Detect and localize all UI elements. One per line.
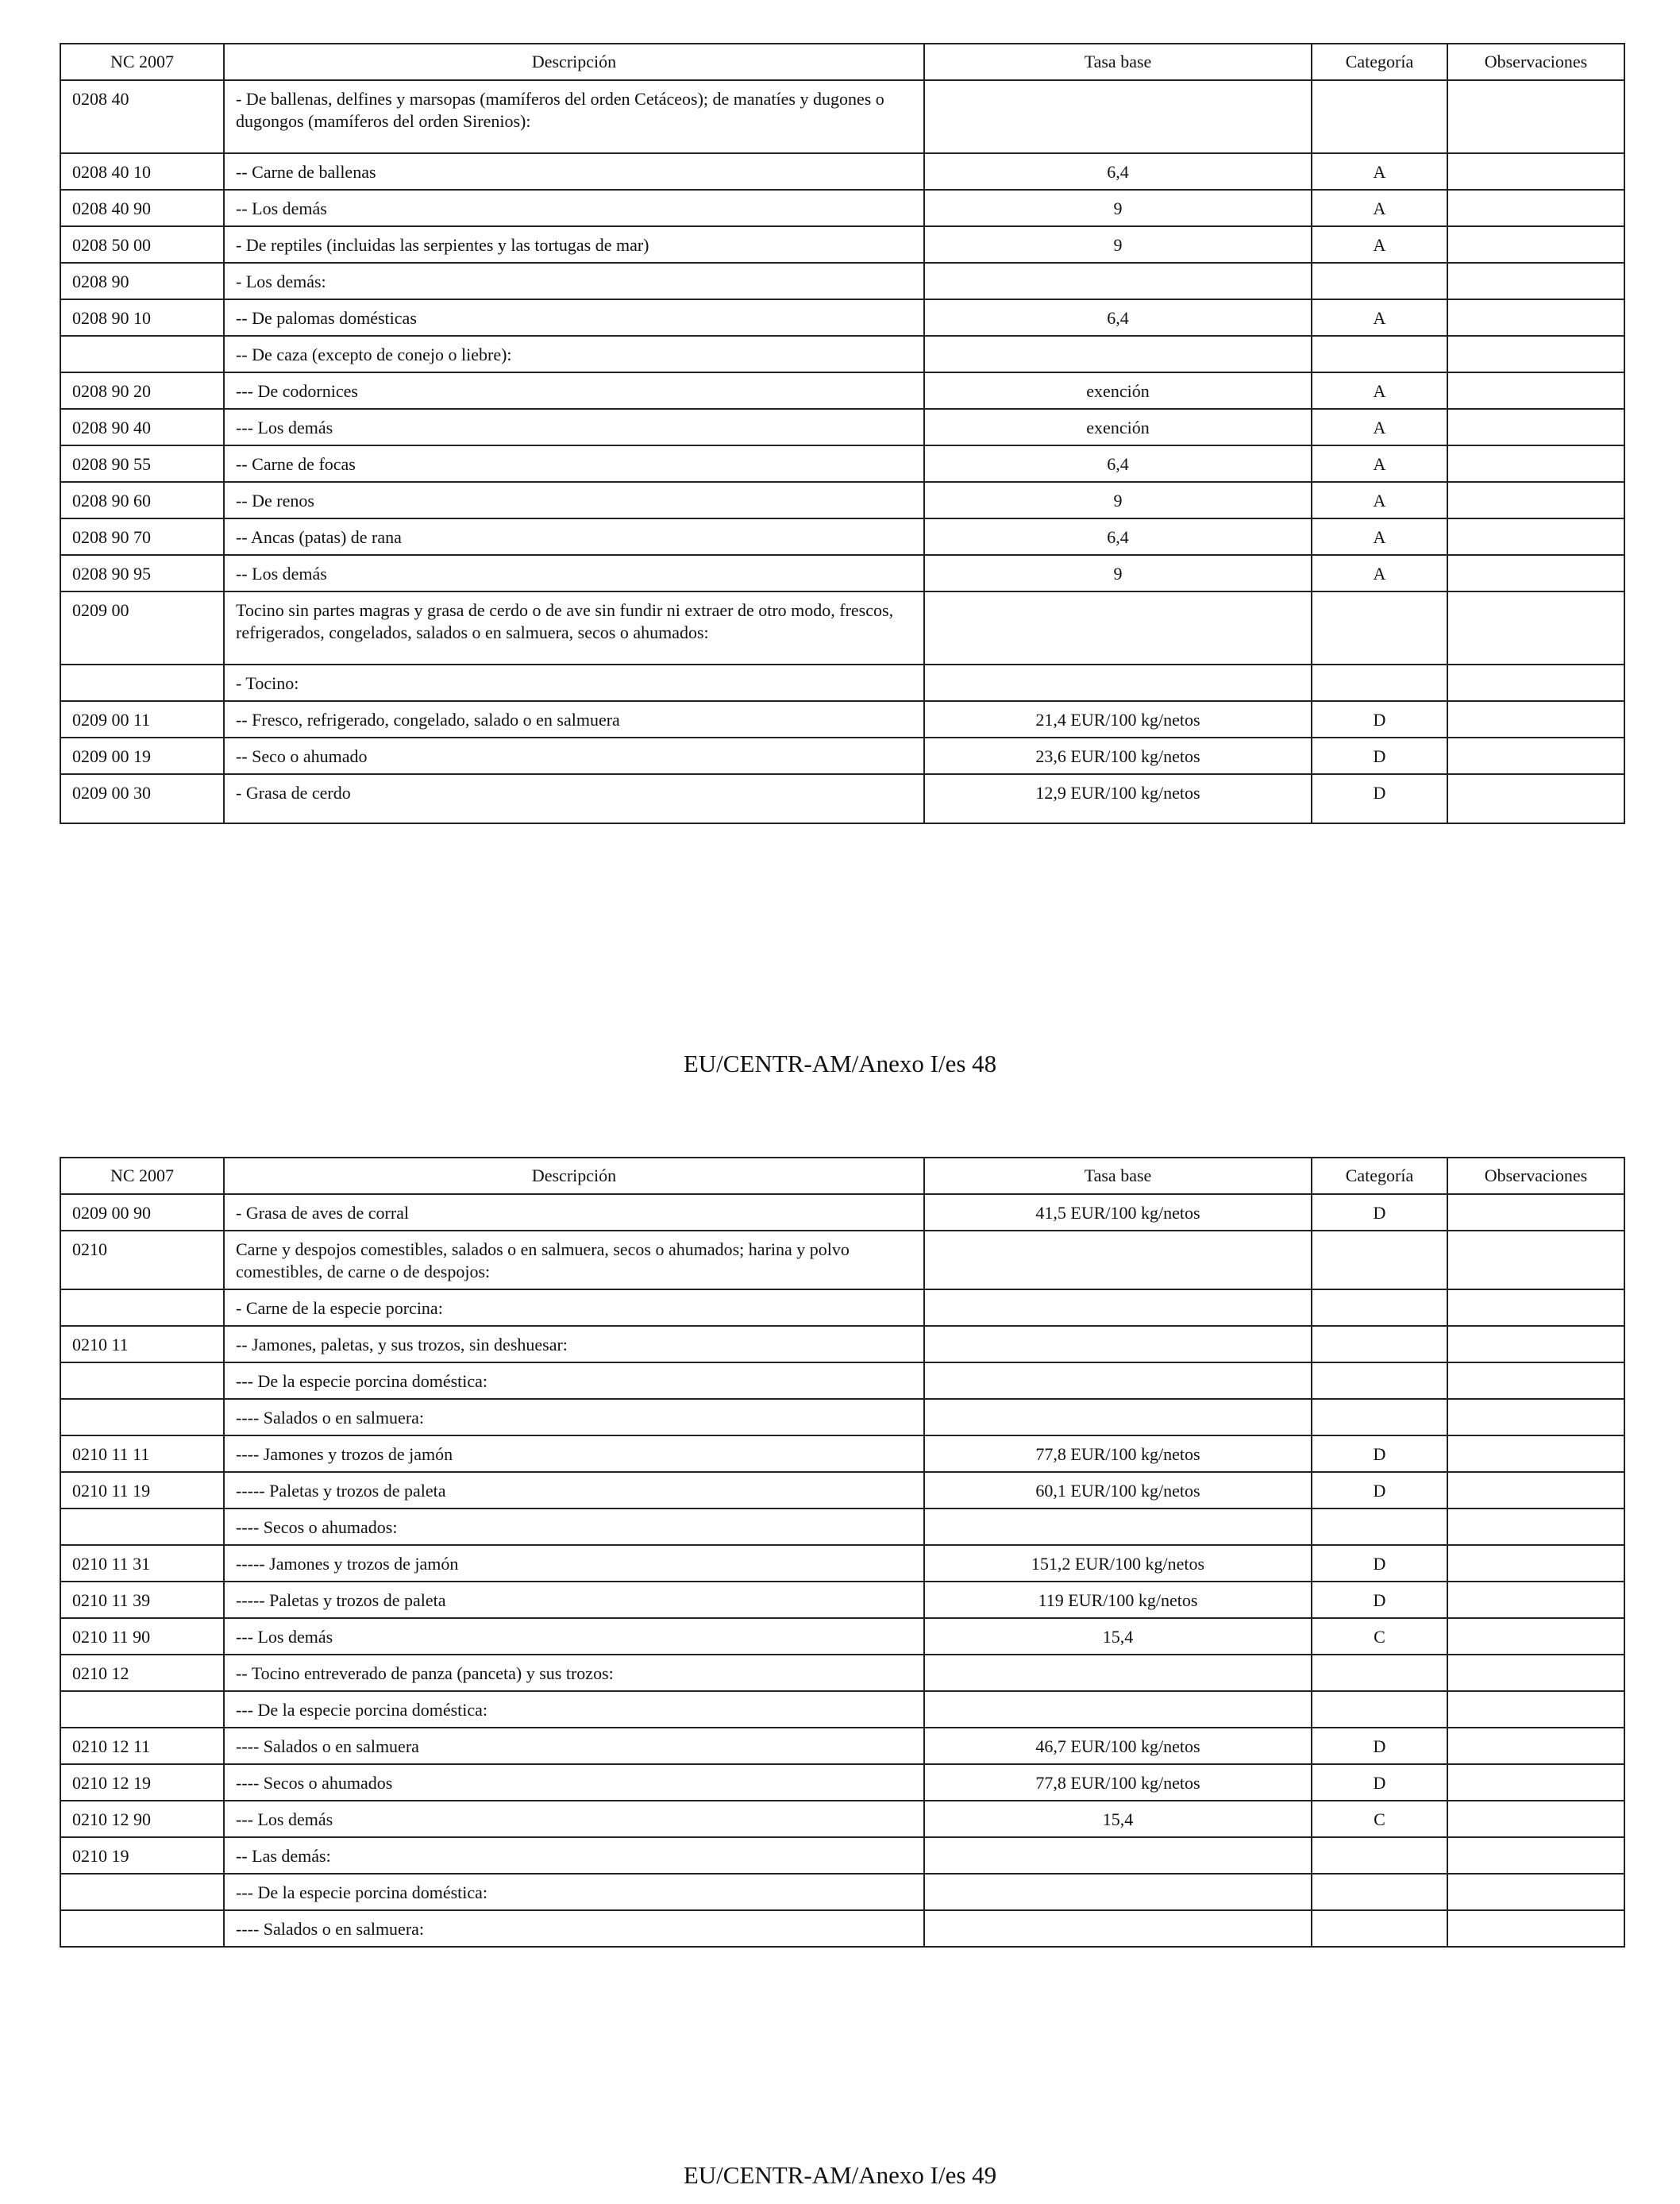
base-rate-cell: 6,4 bbox=[924, 445, 1312, 482]
header-rate: Tasa base bbox=[924, 44, 1312, 80]
nc-code-cell: 0208 90 55 bbox=[60, 445, 224, 482]
category-cell: D bbox=[1312, 701, 1447, 738]
table-row bbox=[60, 1435, 1624, 1472]
base-rate-cell: exención bbox=[924, 409, 1312, 445]
table-row bbox=[60, 1582, 1624, 1618]
category-cell bbox=[1312, 1362, 1447, 1399]
table-row bbox=[60, 1874, 1624, 1910]
description-cell: ----- Jamones y trozos de jamón bbox=[224, 1545, 924, 1582]
table-row bbox=[60, 665, 1624, 701]
observations-cell bbox=[1447, 1874, 1624, 1910]
nc-code-cell: 0210 11 39 bbox=[60, 1582, 224, 1618]
header-category: Categoría bbox=[1312, 1158, 1447, 1194]
category-cell: A bbox=[1312, 518, 1447, 555]
base-rate-cell: 12,9 EUR/100 kg/netos bbox=[924, 774, 1312, 823]
description-cell: - Carne de la especie porcina: bbox=[224, 1289, 924, 1326]
description-cell: --- De la especie porcina doméstica: bbox=[224, 1691, 924, 1728]
nc-code-cell: 0208 90 70 bbox=[60, 518, 224, 555]
observations-cell bbox=[1447, 226, 1624, 263]
base-rate-cell: 41,5 EUR/100 kg/netos bbox=[924, 1194, 1312, 1231]
table-row bbox=[60, 1837, 1624, 1874]
base-rate-cell: 6,4 bbox=[924, 153, 1312, 190]
base-rate-cell: 77,8 EUR/100 kg/netos bbox=[924, 1435, 1312, 1472]
nc-code-cell: 0210 11 31 bbox=[60, 1545, 224, 1582]
observations-cell bbox=[1447, 591, 1624, 665]
category-cell: A bbox=[1312, 555, 1447, 591]
category-cell bbox=[1312, 1509, 1447, 1545]
base-rate-cell: 60,1 EUR/100 kg/netos bbox=[924, 1472, 1312, 1509]
base-rate-cell: 21,4 EUR/100 kg/netos bbox=[924, 701, 1312, 738]
category-cell bbox=[1312, 1874, 1447, 1910]
observations-cell bbox=[1447, 190, 1624, 226]
observations-cell bbox=[1447, 1837, 1624, 1874]
observations-cell bbox=[1447, 1435, 1624, 1472]
nc-code-cell: 0208 90 20 bbox=[60, 372, 224, 409]
table-row bbox=[60, 1910, 1624, 1947]
base-rate-cell bbox=[924, 1837, 1312, 1874]
observations-cell bbox=[1447, 518, 1624, 555]
base-rate-cell bbox=[924, 591, 1312, 665]
observations-cell bbox=[1447, 153, 1624, 190]
nc-code-cell: 0209 00 11 bbox=[60, 701, 224, 738]
table-row bbox=[60, 372, 1624, 409]
description-cell: --- Los demás bbox=[224, 1618, 924, 1655]
description-cell: --- Los demás bbox=[224, 1801, 924, 1837]
base-rate-cell bbox=[924, 1874, 1312, 1910]
base-rate-cell bbox=[924, 1231, 1312, 1289]
category-cell bbox=[1312, 1691, 1447, 1728]
observations-cell bbox=[1447, 372, 1624, 409]
nc-code-cell bbox=[60, 1399, 224, 1435]
category-cell: D bbox=[1312, 1194, 1447, 1231]
table-row bbox=[60, 445, 1624, 482]
nc-code-cell: 0208 40 90 bbox=[60, 190, 224, 226]
table-row bbox=[60, 299, 1624, 336]
nc-code-cell bbox=[60, 336, 224, 372]
table-row bbox=[60, 482, 1624, 518]
base-rate-cell: 9 bbox=[924, 226, 1312, 263]
description-cell: -- Jamones, paletas, y sus trozos, sin deshuesar: bbox=[224, 1326, 924, 1362]
nc-code-cell: 0208 90 10 bbox=[60, 299, 224, 336]
observations-cell bbox=[1447, 263, 1624, 299]
description-cell: --- De codornices bbox=[224, 372, 924, 409]
base-rate-cell: 46,7 EUR/100 kg/netos bbox=[924, 1728, 1312, 1764]
base-rate-cell bbox=[924, 1509, 1312, 1545]
header-description: Descripción bbox=[224, 44, 924, 80]
category-cell bbox=[1312, 80, 1447, 153]
nc-code-cell bbox=[60, 665, 224, 701]
header-nc: NC 2007 bbox=[60, 1158, 224, 1194]
table-row bbox=[60, 1194, 1624, 1231]
base-rate-cell: 9 bbox=[924, 555, 1312, 591]
observations-cell bbox=[1447, 1472, 1624, 1509]
nc-code-cell: 0208 50 00 bbox=[60, 226, 224, 263]
base-rate-cell: 77,8 EUR/100 kg/netos bbox=[924, 1764, 1312, 1801]
description-cell: ----- Paletas y trozos de paleta bbox=[224, 1582, 924, 1618]
nc-code-cell: 0210 12 11 bbox=[60, 1728, 224, 1764]
base-rate-cell: 151,2 EUR/100 kg/netos bbox=[924, 1545, 1312, 1582]
observations-cell bbox=[1447, 738, 1624, 774]
description-cell: ---- Salados o en salmuera: bbox=[224, 1910, 924, 1947]
base-rate-cell: 119 EUR/100 kg/netos bbox=[924, 1582, 1312, 1618]
nc-code-cell: 0210 19 bbox=[60, 1837, 224, 1874]
category-cell bbox=[1312, 1399, 1447, 1435]
category-cell: C bbox=[1312, 1801, 1447, 1837]
category-cell: D bbox=[1312, 738, 1447, 774]
category-cell: D bbox=[1312, 1435, 1447, 1472]
base-rate-cell bbox=[924, 336, 1312, 372]
nc-code-cell: 0209 00 bbox=[60, 591, 224, 665]
observations-cell bbox=[1447, 445, 1624, 482]
table-row bbox=[60, 1326, 1624, 1362]
description-cell: --- Los demás bbox=[224, 409, 924, 445]
base-rate-cell: 23,6 EUR/100 kg/netos bbox=[924, 738, 1312, 774]
nc-code-cell bbox=[60, 1509, 224, 1545]
category-cell bbox=[1312, 1289, 1447, 1326]
table-row bbox=[60, 409, 1624, 445]
category-cell bbox=[1312, 1655, 1447, 1691]
nc-code-cell: 0209 00 90 bbox=[60, 1194, 224, 1231]
table-row bbox=[60, 701, 1624, 738]
description-cell: -- De renos bbox=[224, 482, 924, 518]
observations-cell bbox=[1447, 80, 1624, 153]
nc-code-cell: 0208 40 bbox=[60, 80, 224, 153]
table-row bbox=[60, 1399, 1624, 1435]
base-rate-cell: 9 bbox=[924, 482, 1312, 518]
table-body bbox=[60, 80, 1624, 823]
category-cell: D bbox=[1312, 1582, 1447, 1618]
table-row bbox=[60, 1728, 1624, 1764]
table-row bbox=[60, 263, 1624, 299]
description-cell: ---- Secos o ahumados bbox=[224, 1764, 924, 1801]
observations-cell bbox=[1447, 1509, 1624, 1545]
observations-cell bbox=[1447, 1326, 1624, 1362]
description-cell: - De reptiles (incluidas las serpientes y las tortugas de mar) bbox=[224, 226, 924, 263]
table-row bbox=[60, 1691, 1624, 1728]
observations-cell bbox=[1447, 1691, 1624, 1728]
table-row bbox=[60, 1509, 1624, 1545]
observations-cell bbox=[1447, 1399, 1624, 1435]
category-cell: A bbox=[1312, 372, 1447, 409]
observations-cell bbox=[1447, 701, 1624, 738]
table-row bbox=[60, 1655, 1624, 1691]
table-row bbox=[60, 1289, 1624, 1326]
observations-cell bbox=[1447, 665, 1624, 701]
observations-cell bbox=[1447, 1362, 1624, 1399]
observations-cell bbox=[1447, 1618, 1624, 1655]
base-rate-cell bbox=[924, 1655, 1312, 1691]
base-rate-cell bbox=[924, 1910, 1312, 1947]
nc-code-cell: 0210 12 19 bbox=[60, 1764, 224, 1801]
table-row bbox=[60, 738, 1624, 774]
page-footer-48: EU/CENTR-AM/Anexo I/es 48 bbox=[683, 1050, 997, 1077]
category-cell: D bbox=[1312, 1728, 1447, 1764]
description-cell: --- De la especie porcina doméstica: bbox=[224, 1874, 924, 1910]
nc-code-cell: 0210 bbox=[60, 1231, 224, 1289]
base-rate-cell bbox=[924, 263, 1312, 299]
observations-cell bbox=[1447, 774, 1624, 823]
base-rate-cell: exención bbox=[924, 372, 1312, 409]
base-rate-cell: 9 bbox=[924, 190, 1312, 226]
nc-code-cell: 0210 11 19 bbox=[60, 1472, 224, 1509]
observations-cell bbox=[1447, 336, 1624, 372]
category-cell bbox=[1312, 665, 1447, 701]
observations-cell bbox=[1447, 299, 1624, 336]
header-rate: Tasa base bbox=[924, 1158, 1312, 1194]
nc-code-cell: 0209 00 19 bbox=[60, 738, 224, 774]
description-cell: -- Ancas (patas) de rana bbox=[224, 518, 924, 555]
category-cell: D bbox=[1312, 774, 1447, 823]
description-cell: -- Carne de ballenas bbox=[224, 153, 924, 190]
table-row bbox=[60, 80, 1624, 153]
nc-code-cell: 0210 12 bbox=[60, 1655, 224, 1691]
description-cell: -- De caza (excepto de conejo o liebre): bbox=[224, 336, 924, 372]
observations-cell bbox=[1447, 1289, 1624, 1326]
description-cell: - Grasa de cerdo bbox=[224, 774, 924, 823]
table-row bbox=[60, 1231, 1624, 1289]
observations-cell bbox=[1447, 1545, 1624, 1582]
nc-code-cell: 0210 11 bbox=[60, 1326, 224, 1362]
observations-cell bbox=[1447, 409, 1624, 445]
description-cell: -- Fresco, refrigerado, congelado, salado o en salmuera bbox=[224, 701, 924, 738]
base-rate-cell bbox=[924, 1399, 1312, 1435]
header-observations: Observaciones bbox=[1447, 1158, 1624, 1194]
description-cell: ----- Paletas y trozos de paleta bbox=[224, 1472, 924, 1509]
description-cell: Tocino sin partes magras y grasa de cerdo o de ave sin fundir ni extraer de otro modo, frescos, refrigerados, congelados, salados o en salmuera, secos o ahumados: bbox=[224, 591, 924, 665]
category-cell bbox=[1312, 1231, 1447, 1289]
base-rate-cell: 15,4 bbox=[924, 1618, 1312, 1655]
table-body bbox=[60, 1194, 1624, 1947]
header-description: Descripción bbox=[224, 1158, 924, 1194]
table-row bbox=[60, 518, 1624, 555]
tariff-table-page-49 bbox=[60, 1157, 1625, 1948]
header-observations: Observaciones bbox=[1447, 44, 1624, 80]
base-rate-cell bbox=[924, 80, 1312, 153]
nc-code-cell: 0210 11 90 bbox=[60, 1618, 224, 1655]
header-row bbox=[60, 44, 1624, 80]
table-row bbox=[60, 591, 1624, 665]
observations-cell bbox=[1447, 1910, 1624, 1947]
description-cell: -- De palomas domésticas bbox=[224, 299, 924, 336]
category-cell: A bbox=[1312, 409, 1447, 445]
category-cell: A bbox=[1312, 153, 1447, 190]
nc-code-cell bbox=[60, 1691, 224, 1728]
base-rate-cell bbox=[924, 1289, 1312, 1326]
description-cell: Carne y despojos comestibles, salados o en salmuera, secos o ahumados; harina y polvo comestibles, de carne o de despojos: bbox=[224, 1231, 924, 1289]
page-footer-49: EU/CENTR-AM/Anexo I/es 49 bbox=[683, 2161, 997, 2189]
category-cell bbox=[1312, 1326, 1447, 1362]
category-cell: D bbox=[1312, 1545, 1447, 1582]
observations-cell bbox=[1447, 1231, 1624, 1289]
description-cell: -- Las demás: bbox=[224, 1837, 924, 1874]
nc-code-cell: 0208 90 95 bbox=[60, 555, 224, 591]
category-cell: A bbox=[1312, 445, 1447, 482]
table-row bbox=[60, 1801, 1624, 1837]
category-cell: C bbox=[1312, 1618, 1447, 1655]
description-cell: ---- Salados o en salmuera bbox=[224, 1728, 924, 1764]
category-cell: D bbox=[1312, 1764, 1447, 1801]
description-cell: -- Tocino entreverado de panza (panceta) y sus trozos: bbox=[224, 1655, 924, 1691]
category-cell bbox=[1312, 263, 1447, 299]
description-cell: -- Los demás bbox=[224, 190, 924, 226]
description-cell: --- De la especie porcina doméstica: bbox=[224, 1362, 924, 1399]
category-cell bbox=[1312, 1910, 1447, 1947]
observations-cell bbox=[1447, 1655, 1624, 1691]
table-row bbox=[60, 336, 1624, 372]
description-cell: - Los demás: bbox=[224, 263, 924, 299]
table-row bbox=[60, 226, 1624, 263]
observations-cell bbox=[1447, 1764, 1624, 1801]
nc-code-cell bbox=[60, 1289, 224, 1326]
observations-cell bbox=[1447, 1728, 1624, 1764]
nc-code-cell bbox=[60, 1362, 224, 1399]
base-rate-cell: 6,4 bbox=[924, 299, 1312, 336]
header-row bbox=[60, 1158, 1624, 1194]
table-row bbox=[60, 555, 1624, 591]
nc-code-cell: 0208 90 bbox=[60, 263, 224, 299]
base-rate-cell: 15,4 bbox=[924, 1801, 1312, 1837]
category-cell: D bbox=[1312, 1472, 1447, 1509]
tariff-table-page-48 bbox=[60, 43, 1625, 824]
observations-cell bbox=[1447, 482, 1624, 518]
description-cell: - Grasa de aves de corral bbox=[224, 1194, 924, 1231]
category-cell: A bbox=[1312, 226, 1447, 263]
category-cell bbox=[1312, 1837, 1447, 1874]
base-rate-cell bbox=[924, 1362, 1312, 1399]
observations-cell bbox=[1447, 555, 1624, 591]
nc-code-cell bbox=[60, 1874, 224, 1910]
description-cell: -- Seco o ahumado bbox=[224, 738, 924, 774]
observations-cell bbox=[1447, 1194, 1624, 1231]
table-row bbox=[60, 1362, 1624, 1399]
nc-code-cell: 0209 00 30 bbox=[60, 774, 224, 823]
table-row bbox=[60, 1618, 1624, 1655]
base-rate-cell bbox=[924, 1326, 1312, 1362]
description-cell: - Tocino: bbox=[224, 665, 924, 701]
category-cell: A bbox=[1312, 299, 1447, 336]
nc-code-cell: 0210 12 90 bbox=[60, 1801, 224, 1837]
table-row bbox=[60, 774, 1624, 823]
description-cell: ---- Salados o en salmuera: bbox=[224, 1399, 924, 1435]
base-rate-cell bbox=[924, 1691, 1312, 1728]
header-nc: NC 2007 bbox=[60, 44, 224, 80]
nc-code-cell: 0208 40 10 bbox=[60, 153, 224, 190]
category-cell bbox=[1312, 336, 1447, 372]
description-cell: -- Carne de focas bbox=[224, 445, 924, 482]
base-rate-cell: 6,4 bbox=[924, 518, 1312, 555]
table-row bbox=[60, 1472, 1624, 1509]
table-row bbox=[60, 1545, 1624, 1582]
nc-code-cell: 0210 11 11 bbox=[60, 1435, 224, 1472]
description-cell: ---- Secos o ahumados: bbox=[224, 1509, 924, 1545]
nc-code-cell: 0208 90 60 bbox=[60, 482, 224, 518]
base-rate-cell bbox=[924, 665, 1312, 701]
table-row bbox=[60, 153, 1624, 190]
table-row bbox=[60, 1764, 1624, 1801]
category-cell bbox=[1312, 591, 1447, 665]
nc-code-cell bbox=[60, 1910, 224, 1947]
header-category: Categoría bbox=[1312, 44, 1447, 80]
table-row bbox=[60, 190, 1624, 226]
category-cell: A bbox=[1312, 190, 1447, 226]
description-cell: -- Los demás bbox=[224, 555, 924, 591]
observations-cell bbox=[1447, 1582, 1624, 1618]
observations-cell bbox=[1447, 1801, 1624, 1837]
description-cell: ---- Jamones y trozos de jamón bbox=[224, 1435, 924, 1472]
description-cell: - De ballenas, delfines y marsopas (mamíferos del orden Cetáceos); de manatíes y dugones o dugongos (mamíferos del orden Sirenios): bbox=[224, 80, 924, 153]
category-cell: A bbox=[1312, 482, 1447, 518]
nc-code-cell: 0208 90 40 bbox=[60, 409, 224, 445]
